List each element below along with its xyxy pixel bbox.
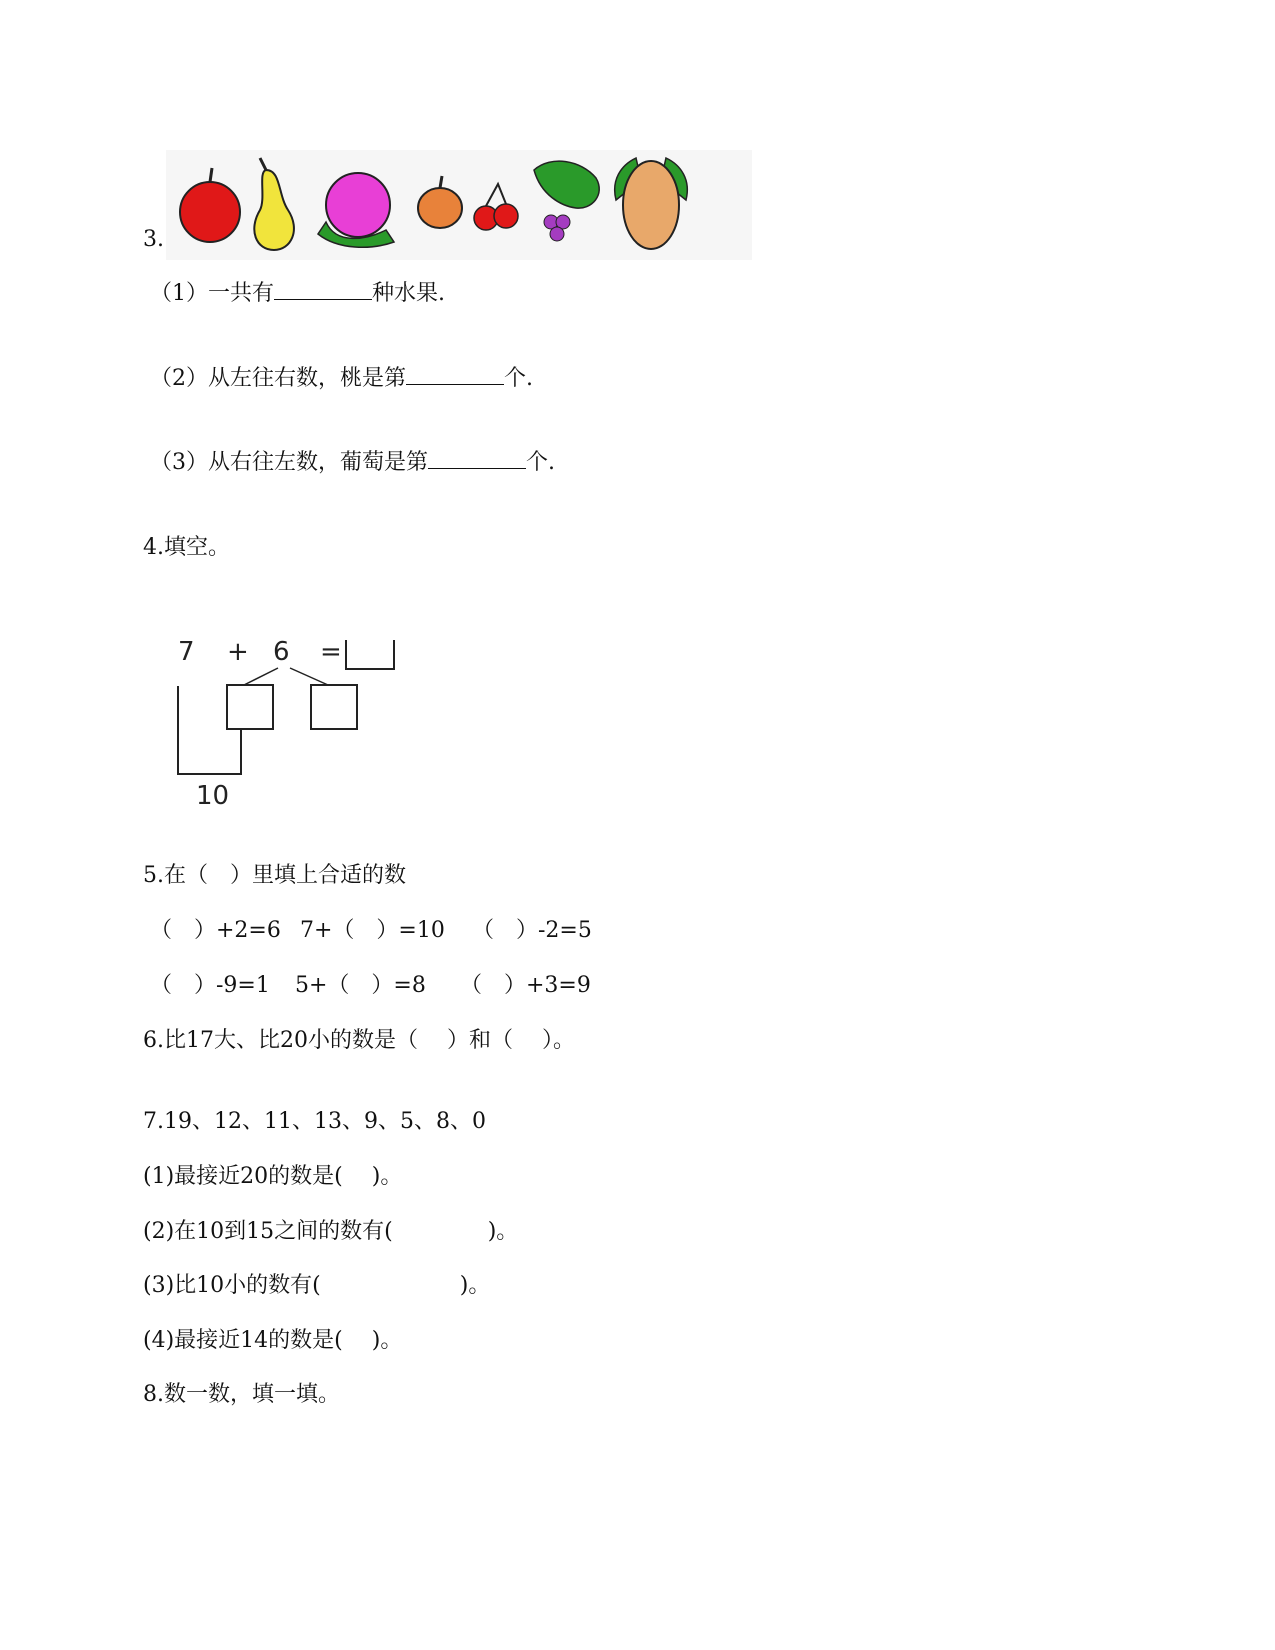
item-2-prefix: （2）从左往右数，桃是第: [150, 366, 406, 391]
ten-label: 10: [196, 781, 230, 811]
equation-r2-c1: （ ）-9=1: [150, 973, 270, 998]
question-7-item-1: (1)最接近20的数是( )。: [143, 1164, 403, 1189]
addend-a: 7: [178, 640, 195, 667]
question-3-item-1: [150, 279, 445, 309]
answer-blank[interactable]: [406, 364, 504, 385]
question-3-item-2: [150, 364, 533, 394]
question-6: 6.比17大、比20小的数是（ ）和（ ）。: [143, 1028, 575, 1053]
question-7-item-4: (4)最接近14的数是( )。: [143, 1328, 403, 1353]
question-3-item-3: [150, 448, 555, 478]
answer-blank[interactable]: [428, 448, 526, 469]
question-5-title: 5.在（ ）里填上合适的数: [143, 863, 406, 888]
fruit-strip-image: [166, 150, 752, 260]
question-8-title: 8.数一数，填一填。: [143, 1382, 340, 1407]
split-box-left[interactable]: [227, 685, 273, 729]
item-1-suffix: 种水果.: [372, 281, 445, 306]
question-7-item-2: (2)在10到15之间的数有( )。: [143, 1219, 519, 1244]
question-3-number: 3.: [143, 227, 164, 252]
item-1-prefix: （1）一共有: [150, 281, 274, 306]
equals-sign: =: [320, 640, 342, 667]
addend-b: 6: [273, 640, 290, 667]
split-box-right[interactable]: [311, 685, 357, 729]
make-ten-diagram: [170, 640, 440, 850]
question-4-title: 4.填空。: [143, 535, 230, 560]
equation-r2-c3: （ ）+3=9: [460, 973, 591, 998]
question-7-item-3: (3)比10小的数有( )。: [143, 1273, 491, 1298]
equation-r1-c3: （ ）-2=5: [472, 918, 592, 943]
question-7-title: 7.19、12、11、13、9、5、8、0: [143, 1109, 486, 1134]
split-line-left: [244, 668, 278, 685]
item-3-suffix: 个.: [526, 450, 555, 475]
sum-box[interactable]: [346, 640, 394, 669]
plus-sign: +: [227, 640, 249, 667]
answer-blank[interactable]: [274, 279, 372, 300]
split-line-right: [290, 668, 328, 685]
equation-r1-c2: 7+（ ）=10: [300, 918, 445, 943]
item-3-prefix: （3）从右往左数，葡萄是第: [150, 450, 428, 475]
item-2-suffix: 个.: [504, 366, 533, 391]
equation-r1-c1: （ ）+2=6: [150, 918, 281, 943]
equation-r2-c2: 5+（ ）=8: [295, 973, 426, 998]
